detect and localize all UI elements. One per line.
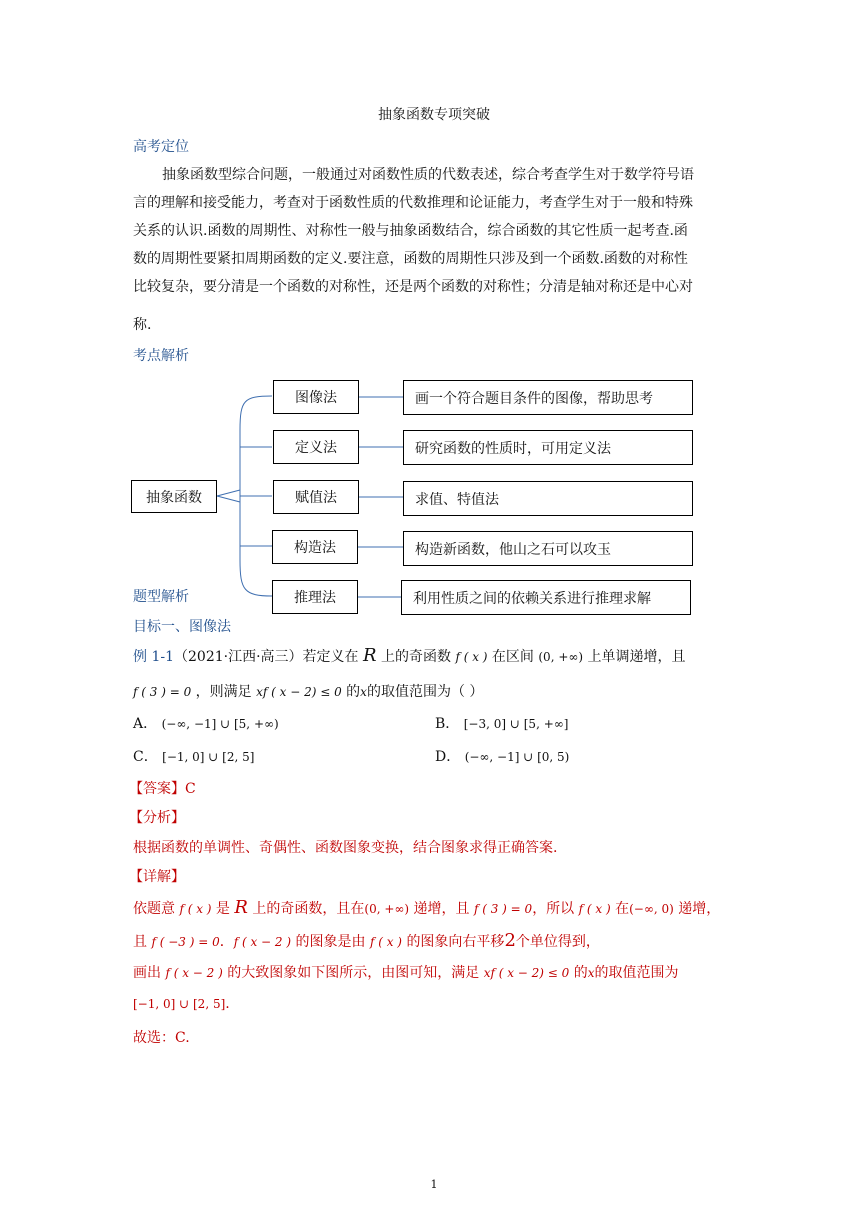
text: 递增，且 — [413, 901, 470, 917]
math-interval: (−∞, 0) — [629, 902, 674, 916]
choice-text: 故选：C. — [133, 1030, 190, 1046]
diagram-desc-node: 求值、特值法 — [403, 481, 693, 516]
text: 上单调递增，且 — [587, 649, 686, 665]
text: 的图象是由 — [295, 934, 366, 950]
text: 的取值范围为 — [594, 965, 679, 981]
section-heading-kaodian: 考点解析 — [133, 348, 189, 364]
text: 的 — [573, 965, 588, 981]
math-R: R — [362, 645, 377, 666]
option-b — [435, 713, 568, 733]
text: 上的奇函数，且在 — [252, 901, 365, 917]
example-question-line-1 — [133, 645, 686, 666]
math-fx: f ( x ) — [578, 902, 611, 916]
diagram-method-node: 推理法 — [272, 580, 358, 614]
text: 是 — [215, 901, 230, 917]
option-d — [435, 746, 569, 766]
math-inequality: xf ( x − 2) ≤ 0 — [256, 685, 342, 699]
math-interval: (0, +∞) — [364, 902, 410, 916]
math-inequality: xf ( x − 2) ≤ 0 — [483, 966, 570, 980]
page-number: 1 — [430, 1178, 438, 1191]
text: . — [225, 996, 230, 1012]
option-value: [−3, 0] ∪ [5, +∞] — [463, 717, 569, 731]
math-x: x — [360, 685, 367, 699]
diagram-method-node: 赋值法 — [273, 480, 359, 514]
text: 个单位得到， — [515, 934, 600, 950]
example-label: 例 1-1 — [133, 649, 174, 665]
intro-line: 称. — [133, 317, 152, 333]
text: 画出 — [133, 965, 161, 981]
text: 的大致图象如下图所示，由图可知，满足 — [227, 965, 480, 981]
detail-line-4 — [133, 996, 230, 1012]
section-heading-tixing: 题型解析 — [133, 589, 189, 605]
text: 的取值范围为（ ） — [366, 684, 484, 700]
diagram-desc-node: 画一个符合题目条件的图像，帮助思考 — [403, 380, 693, 415]
math-condition: f ( 3 ) = 0 — [473, 902, 533, 916]
math-x: x — [587, 966, 595, 980]
page-title: 抽象函数专项突破 — [378, 107, 490, 123]
text: 的图象向右平移 — [406, 934, 505, 950]
diagram-desc-node: 利用性质之间的依赖关系进行推理求解 — [401, 580, 691, 615]
detail-line-2 — [133, 930, 600, 951]
text: 且 — [133, 934, 147, 950]
diagram-method-node: 图像法 — [273, 380, 359, 414]
math-two: 2 — [504, 930, 516, 951]
example-source: （2021·江西·高三） — [174, 649, 303, 665]
text: 递增， — [678, 901, 721, 917]
intro-line: 言的理解和接受能力，考查对于函数性质的代数推理和论证能力，考查学生对于一般和特殊 — [133, 195, 693, 211]
math-fx: f ( x ) — [369, 935, 402, 949]
option-c — [133, 746, 254, 766]
intro-line: 数的周期性要紧扣周期函数的定义.要注意，函数的周期性只涉及到一个函数.函数的对称性 — [133, 251, 688, 267]
text: ，所以 — [532, 901, 575, 917]
detail-label: 【详解】 — [129, 869, 185, 885]
intro-line: 关系的认识.函数的周期性、对称性一般与抽象函数结合，综合函数的其它性质一起考查.函 — [133, 223, 688, 239]
answer-label: 【答案】C — [129, 781, 196, 797]
option-key: B． — [435, 716, 460, 732]
math-fx: f ( x ) — [455, 650, 488, 664]
math-R: R — [234, 897, 248, 918]
intro-line: 比较复杂，要分清是一个函数的对称性，还是两个函数的对称性；分清是轴对称还是中心对 — [133, 279, 693, 295]
option-value: [−1, 0] ∪ [2, 5] — [162, 750, 255, 764]
option-value: (−∞, −1] ∪ [5, +∞) — [161, 717, 279, 731]
detail-line-1 — [133, 897, 720, 918]
text: ． — [219, 934, 234, 950]
text: 在 — [615, 901, 630, 917]
text: 依题意 — [133, 901, 175, 917]
math-condition: f ( −3 ) = 0 — [151, 935, 220, 949]
option-key: A． — [133, 716, 158, 732]
example-question-line-2 — [133, 681, 483, 701]
diagram-method-node: 定义法 — [273, 430, 359, 464]
detail-line-3 — [133, 962, 679, 982]
math-condition: f ( 3 ) = 0 — [133, 685, 192, 699]
option-key: C． — [133, 749, 158, 765]
text: ，则满足 — [195, 684, 252, 700]
diagram-root-node: 抽象函数 — [131, 480, 217, 513]
math-result-set: [−1, 0] ∪ [2, 5] — [133, 997, 226, 1011]
analysis-text: 根据函数的单调性、奇偶性、函数图象变换，结合图象求得正确答案. — [133, 840, 558, 856]
option-a — [133, 713, 279, 733]
text: 上的奇函数 — [381, 649, 451, 665]
math-fx-shift: f ( x − 2 ) — [233, 935, 292, 949]
section-heading-target: 目标一、图像法 — [133, 619, 231, 635]
option-value: (−∞, −1] ∪ [0, 5) — [464, 750, 570, 764]
diagram-desc-node: 研究函数的性质时，可用定义法 — [403, 430, 693, 465]
math-interval: (0, +∞) — [538, 650, 584, 664]
section-heading-gaokao: 高考定位 — [133, 139, 189, 155]
diagram-method-node: 构造法 — [272, 530, 358, 564]
math-fx: f ( x ) — [179, 902, 212, 916]
diagram-desc-node: 构造新函数，他山之石可以攻玉 — [403, 531, 693, 566]
analysis-label: 【分析】 — [129, 810, 185, 826]
intro-line: 抽象函数型综合问题，一般通过对函数性质的代数表述，综合考查学生对于数学符号语 — [162, 167, 694, 183]
option-key: D． — [435, 749, 461, 765]
text: 在区间 — [491, 649, 534, 665]
text: 的 — [346, 684, 361, 700]
text: 若定义在 — [302, 649, 359, 665]
math-fx-shift: f ( x − 2 ) — [165, 966, 223, 980]
